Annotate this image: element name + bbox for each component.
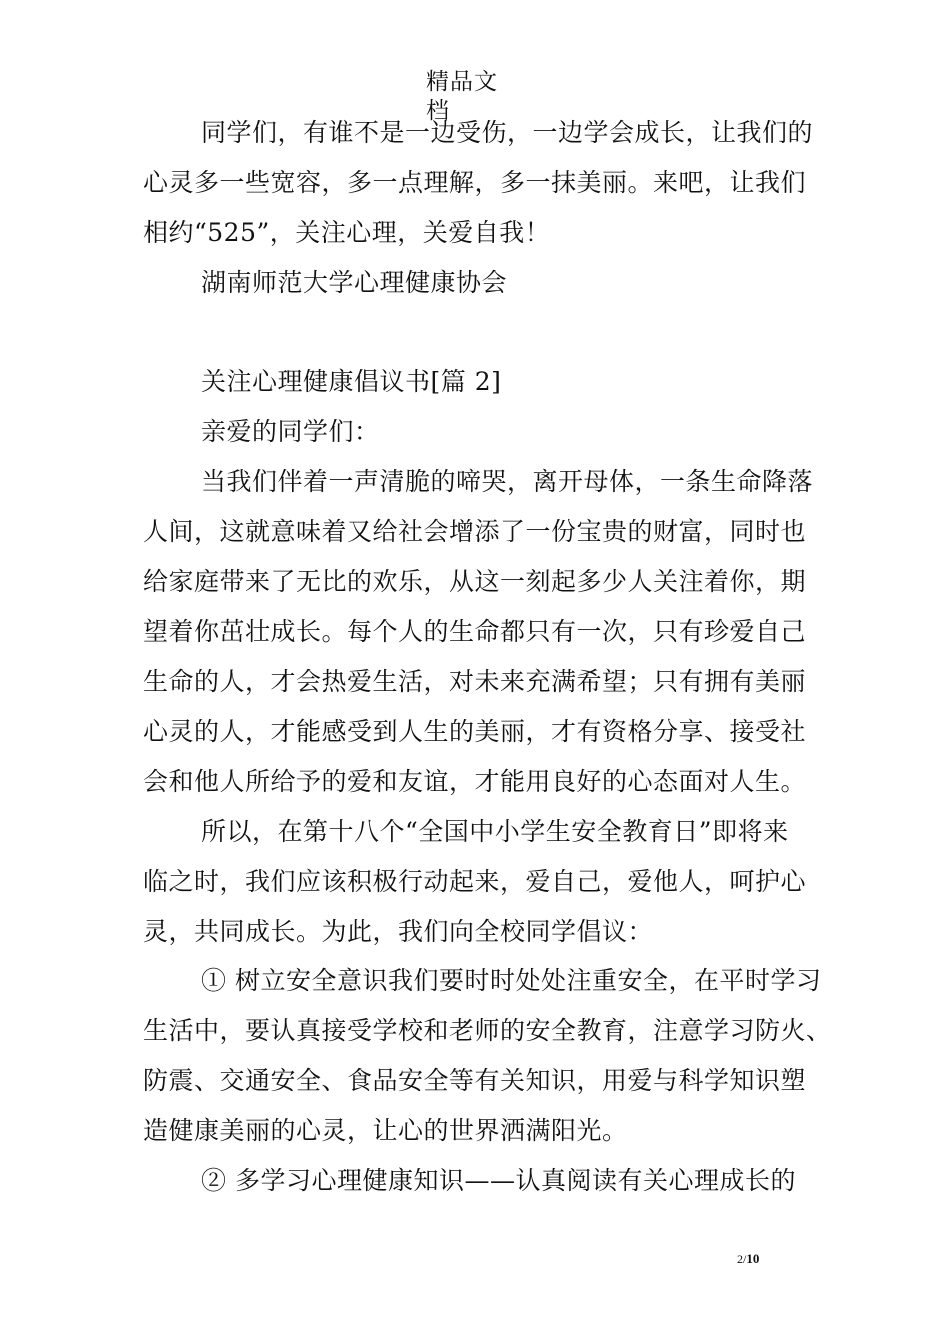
list-item-1-line-4: 造健康美丽的心灵，让心的世界洒满阳光。 xyxy=(143,1116,628,1145)
salutation: 亲爱的同学们： xyxy=(201,417,380,446)
body-line-15: 临之时，我们应该积极行动起来，爱自己，爱他人，呵护心 xyxy=(143,867,807,896)
section-title: 关注心理健康倡议书[篇 2] xyxy=(201,367,502,396)
header-line-2: 档 xyxy=(426,98,450,124)
body-line-2: 心灵多一些宽容，多一点理解，多一抹美丽。来吧，让我们 xyxy=(143,168,807,197)
body-line-8: 人间，这就意味着又给社会增添了一份宝贵的财富，同时也 xyxy=(143,517,807,546)
body-line-16: 灵，共同成长。为此，我们向全校同学倡议： xyxy=(143,917,654,946)
body-line-3: 相约“525”，关注心理，关爱自我！ xyxy=(143,218,551,247)
page-total: 10 xyxy=(746,1251,760,1266)
body-line-1: 同学们，有谁不是一边受伤，一边学会成长，让我们的 xyxy=(201,118,814,147)
list-item-1-line-1: ① 树立安全意识我们要时时处处注重安全，在平时学习 xyxy=(201,966,822,995)
body-line-10: 望着你茁壮成长。每个人的生命都只有一次，只有珍爱自己 xyxy=(143,617,807,646)
signature-line: 湖南师范大学心理健康协会 xyxy=(201,268,508,297)
header-line-1: 精品文 xyxy=(426,69,498,95)
list-item-1-line-2: 生活中，要认真接受学校和老师的安全教育，注意学习防火、 xyxy=(143,1016,832,1045)
body-line-9: 给家庭带来了无比的欢乐，从这一刻起多少人关注着你，期 xyxy=(143,567,807,596)
body-line-14: 所以，在第十八个“全国中小学生安全教育日”即将来 xyxy=(201,817,789,846)
page-number xyxy=(737,1252,759,1266)
body-line-11: 生命的人，才会热爱生活，对未来充满希望；只有拥有美丽 xyxy=(143,667,807,696)
body-line-7: 当我们伴着一声清脆的啼哭，离开母体，一条生命降落 xyxy=(201,467,814,496)
body-line-13: 会和他人所给予的爱和友谊，才能用良好的心态面对人生。 xyxy=(143,767,807,796)
body-line-12: 心灵的人，才能感受到人生的美丽，才有资格分享、接受社 xyxy=(143,717,807,746)
list-item-2-line-1: ② 多学习心理健康知识——认真阅读有关心理成长的 xyxy=(201,1166,796,1195)
list-item-1-line-3: 防震、交通安全、食品安全等有关知识，用爱与科学知识塑 xyxy=(143,1066,807,1095)
page-current: 2/ xyxy=(737,1252,747,1266)
